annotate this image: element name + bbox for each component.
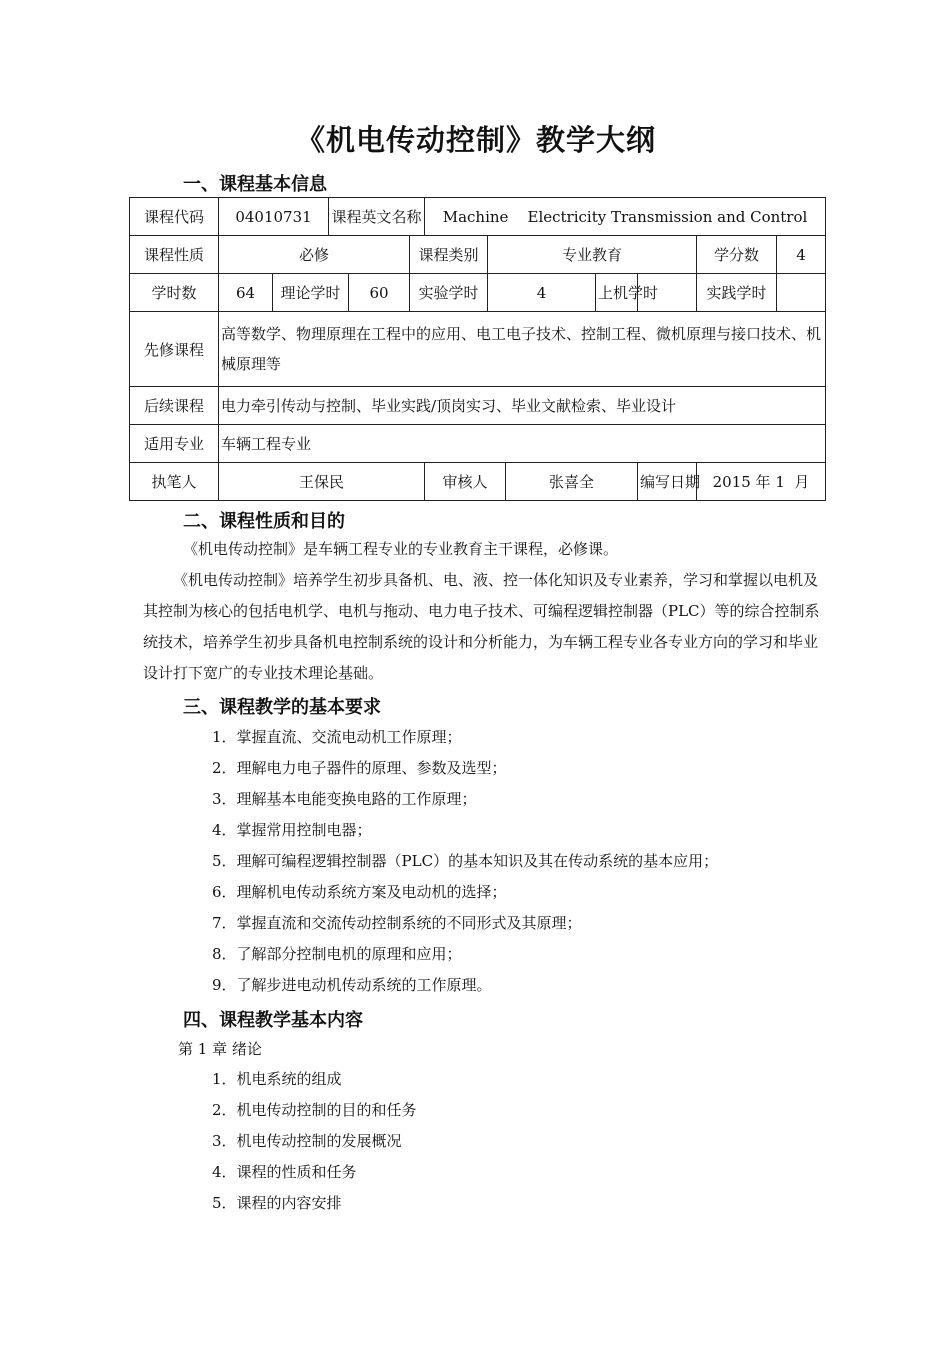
list-item: 5．课程的内容安排 bbox=[212, 1194, 342, 1212]
list-item: 2．理解电力电子器件的原理、参数及选型； bbox=[212, 759, 507, 777]
cell-followup-label: 后续课程 bbox=[130, 387, 219, 425]
cell-prereq-label: 先修课程 bbox=[130, 312, 219, 387]
cell-date-label: 编写日期 bbox=[638, 463, 697, 501]
table-row bbox=[130, 425, 826, 463]
cell-en-name: Machine Electricity Transmission and Control bbox=[425, 198, 826, 236]
cell-exp-label: 实验学时 bbox=[410, 274, 488, 312]
cell-type: 专业教育 bbox=[488, 236, 697, 274]
cell-hours-label: 学时数 bbox=[130, 274, 219, 312]
cell-author: 王保民 bbox=[219, 463, 425, 501]
table-row bbox=[130, 387, 826, 425]
cell-theory: 60 bbox=[349, 274, 410, 312]
requirements-list bbox=[212, 722, 718, 1001]
cell-code: 04010731 bbox=[219, 198, 329, 236]
chapter-title: 第 1 章 绪论 bbox=[178, 1040, 262, 1058]
cell-reviewer-label: 审核人 bbox=[425, 463, 506, 501]
table-row bbox=[130, 463, 826, 501]
section-heading-content: 四、课程教学基本内容 bbox=[183, 1010, 363, 1031]
course-info-table bbox=[129, 197, 826, 501]
list-item: 3．机电传动控制的发展概况 bbox=[212, 1132, 402, 1150]
cell-nature: 必修 bbox=[219, 236, 410, 274]
list-item: 5．理解可编程逻辑控制器（PLC）的基本知识及其在传动系统的基本应用； bbox=[212, 852, 719, 870]
list-item: 9．了解步进电动机传动系统的工作原理。 bbox=[212, 976, 492, 994]
cell-reviewer: 张喜全 bbox=[506, 463, 638, 501]
cell-followup: 电力牵引传动与控制、毕业实践/顶岗实习、毕业文献检索、毕业设计 bbox=[219, 387, 826, 425]
list-item: 4．掌握常用控制电器； bbox=[212, 821, 372, 839]
table-row bbox=[130, 274, 826, 312]
list-item: 8．了解部分控制电机的原理和应用； bbox=[212, 945, 462, 963]
section-heading-requirements: 三、课程教学的基本要求 bbox=[183, 697, 381, 718]
list-item: 1．机电系统的组成 bbox=[212, 1070, 342, 1088]
chapter-items-list bbox=[212, 1064, 417, 1219]
cell-date: 2015 年 1 月 bbox=[697, 463, 826, 501]
cell-theory-label: 理论学时 bbox=[273, 274, 349, 312]
purpose-paragraph-2: 《机电传动控制》培养学生初步具备机、电、液、控一体化知识及专业素养，学习和掌握以电机及其控制为核心的包括电机学、电机与拖动、电力电子技术、可编程逻辑控制器（PLC）等的综合控制系统技术，培养学生初步具备机电控制系统的设计和分析能力，为车辆工程专业各专业方向的学习和毕业设计打下宽广的专业技术理论基础。 bbox=[143, 571, 820, 682]
cell-major: 车辆工程专业 bbox=[219, 425, 826, 463]
cell-comp-label: 上机学时 bbox=[596, 274, 638, 312]
list-item: 4．课程的性质和任务 bbox=[212, 1163, 357, 1181]
cell-credit: 4 bbox=[777, 236, 826, 274]
table-row bbox=[130, 236, 826, 274]
cell-en-label: 课程英文名称 bbox=[329, 198, 425, 236]
cell-prereq: 高等数学、物理原理在工程中的应用、电工电子技术、控制工程、微机原理与接口技术、机械原理等 bbox=[219, 312, 826, 387]
cell-prac bbox=[777, 274, 826, 312]
table-row bbox=[130, 198, 826, 236]
cell-type-label: 课程类别 bbox=[410, 236, 488, 274]
cell-hours: 64 bbox=[219, 274, 273, 312]
cell-prac-label: 实践学时 bbox=[697, 274, 777, 312]
table-row bbox=[130, 312, 826, 387]
cell-major-label: 适用专业 bbox=[130, 425, 219, 463]
section-heading-purpose: 二、课程性质和目的 bbox=[183, 511, 345, 532]
list-item: 6．理解机电传动系统方案及电动机的选择； bbox=[212, 883, 507, 901]
list-item: 2．机电传动控制的目的和任务 bbox=[212, 1101, 417, 1119]
section-heading-basic-info: 一、课程基本信息 bbox=[183, 174, 327, 195]
cell-nature-label: 课程性质 bbox=[130, 236, 219, 274]
cell-author-label: 执笔人 bbox=[130, 463, 219, 501]
list-item: 3．理解基本电能变换电路的工作原理； bbox=[212, 790, 477, 808]
cell-credit-label: 学分数 bbox=[697, 236, 777, 274]
page-title: 《机电传动控制》教学大纲 bbox=[295, 123, 656, 157]
list-item: 1．掌握直流、交流电动机工作原理； bbox=[212, 728, 462, 746]
cell-code-label: 课程代码 bbox=[130, 198, 219, 236]
purpose-paragraph-1: 《机电传动控制》是车辆工程专业的专业教育主干课程，必修课。 bbox=[183, 540, 619, 558]
cell-exp: 4 bbox=[488, 274, 596, 312]
list-item: 7．掌握直流和交流传动控制系统的不同形式及其原理； bbox=[212, 914, 582, 932]
